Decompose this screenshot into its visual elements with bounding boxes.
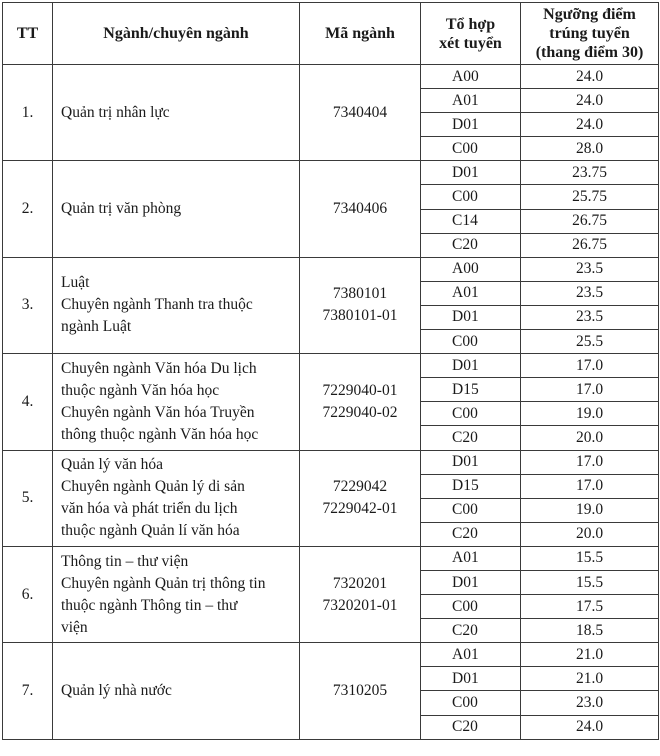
- major-name-line: Chuyên ngành Văn hóa Du lịch: [61, 359, 257, 377]
- major-name-line: viện: [61, 618, 88, 636]
- threshold-score: 23.0: [521, 691, 659, 715]
- subject-combo: C00: [421, 185, 521, 209]
- table-row: [3, 65, 659, 89]
- threshold-score: 19.0: [521, 402, 659, 426]
- threshold-score: 17.5: [521, 595, 659, 619]
- major-name: [53, 65, 300, 161]
- major-name-line: Chuyên ngành Quản trị thông tin: [61, 574, 266, 592]
- table-row: [3, 450, 659, 474]
- subject-combo: C20: [421, 233, 521, 257]
- subject-combo: D01: [421, 450, 521, 474]
- threshold-score: 18.5: [521, 619, 659, 643]
- threshold-score: 23.5: [521, 257, 659, 281]
- major-code-line: 7229042-01: [322, 500, 398, 518]
- major-code: [300, 546, 421, 642]
- major-code-line: 7320201-01: [322, 596, 398, 614]
- threshold-score: 24.0: [521, 65, 659, 89]
- major-code: [300, 161, 421, 257]
- header-code: Mã ngành: [300, 3, 421, 65]
- header-tt: TT: [3, 3, 53, 65]
- major-name-line: Quản trị nhân lực: [61, 103, 170, 121]
- subject-combo: C00: [421, 402, 521, 426]
- row-number: 3.: [3, 257, 53, 353]
- major-name: [53, 546, 300, 642]
- major-name: [53, 257, 300, 353]
- row-number: 2.: [3, 161, 53, 257]
- major-name-line: Chuyên ngành Văn hóa Truyền: [61, 403, 255, 421]
- subject-combo: C20: [421, 426, 521, 450]
- threshold-score: 23.5: [521, 305, 659, 329]
- subject-combo: D01: [421, 305, 521, 329]
- subject-combo: C00: [421, 691, 521, 715]
- threshold-score: 17.0: [521, 378, 659, 402]
- major-name-line: Thông tin – thư viện: [61, 552, 189, 570]
- major-code-line: 7340404: [332, 103, 388, 121]
- major-name-line: thông thuộc ngành Văn hóa học: [61, 425, 259, 443]
- threshold-score: 26.75: [521, 233, 659, 257]
- row-number: 5.: [3, 450, 53, 546]
- threshold-score: 17.0: [521, 450, 659, 474]
- threshold-score: 21.0: [521, 667, 659, 691]
- threshold-score: 17.0: [521, 354, 659, 378]
- major-name-line: Chuyên ngành Quản lý di sản: [61, 478, 245, 496]
- threshold-score: 25.75: [521, 185, 659, 209]
- major-name-line: thuộc ngành Quản lí văn hóa: [61, 522, 240, 540]
- subject-combo: A00: [421, 65, 521, 89]
- threshold-score: 23.75: [521, 161, 659, 185]
- major-name-line: văn hóa và phát triển du lịch: [61, 500, 238, 518]
- threshold-score: 25.5: [521, 330, 659, 354]
- threshold-score: 17.0: [521, 474, 659, 498]
- subject-combo: C00: [421, 137, 521, 161]
- threshold-score: 28.0: [521, 137, 659, 161]
- threshold-score: 24.0: [521, 715, 659, 739]
- table-row: [3, 161, 659, 185]
- threshold-score: 15.5: [521, 570, 659, 594]
- major-code: [300, 65, 421, 161]
- threshold-score: 20.0: [521, 522, 659, 546]
- subject-combo: D15: [421, 378, 521, 402]
- major-code-line: 7229040-01: [322, 381, 398, 399]
- major-name-line: Chuyên ngành Thanh tra thuộc: [61, 296, 253, 314]
- subject-combo: C14: [421, 209, 521, 233]
- major-name: [53, 450, 300, 546]
- major-name: [53, 354, 300, 450]
- major-name-line: ngành Luật: [61, 318, 132, 336]
- row-number: 6.: [3, 546, 53, 642]
- major-code-line: 7229042: [332, 478, 388, 496]
- major-name: [53, 161, 300, 257]
- table-row: [3, 354, 659, 378]
- major-name-line: Quản lý nhà nước: [61, 681, 172, 699]
- header-row: [3, 3, 659, 65]
- subject-combo: A01: [421, 643, 521, 667]
- major-name: [53, 643, 300, 739]
- major-code: [300, 257, 421, 353]
- subject-combo: A01: [421, 546, 521, 570]
- threshold-score: 19.0: [521, 498, 659, 522]
- row-number: 1.: [3, 65, 53, 161]
- subject-combo: D01: [421, 570, 521, 594]
- subject-combo: A01: [421, 89, 521, 113]
- major-code-line: 7229040-02: [322, 403, 398, 421]
- header-score: Ngưỡng điểm trúng tuyển (thang điểm 30): [521, 3, 659, 65]
- major-name-line: thuộc ngành Thông tin – thư: [61, 596, 238, 614]
- major-name-line: Luật: [61, 274, 90, 292]
- header-major: Ngành/chuyên ngành: [53, 3, 300, 65]
- subject-combo: A00: [421, 257, 521, 281]
- threshold-score: 23.5: [521, 281, 659, 305]
- major-code: [300, 643, 421, 739]
- major-code-line: 7380101: [332, 285, 388, 303]
- major-name-line: Quản trị văn phòng: [61, 200, 182, 218]
- subject-combo: C00: [421, 498, 521, 522]
- subject-combo: C00: [421, 595, 521, 619]
- subject-combo: C00: [421, 330, 521, 354]
- major-name-line: thuộc ngành Văn hóa học: [61, 381, 220, 399]
- major-code: [300, 450, 421, 546]
- admission-scores-table: [2, 2, 659, 740]
- header-combo: Tổ hợp xét tuyển: [421, 3, 521, 65]
- major-code-line: 7380101-01: [322, 307, 398, 325]
- subject-combo: D01: [421, 354, 521, 378]
- table-row: [3, 257, 659, 281]
- threshold-score: 24.0: [521, 113, 659, 137]
- threshold-score: 26.75: [521, 209, 659, 233]
- subject-combo: D15: [421, 474, 521, 498]
- row-number: 7.: [3, 643, 53, 739]
- major-code-line: 7340406: [332, 200, 388, 218]
- threshold-score: 24.0: [521, 89, 659, 113]
- threshold-score: 20.0: [521, 426, 659, 450]
- subject-combo: A01: [421, 281, 521, 305]
- threshold-score: 15.5: [521, 546, 659, 570]
- subject-combo: C20: [421, 715, 521, 739]
- major-code: [300, 354, 421, 450]
- table-row: [3, 643, 659, 667]
- table-row: [3, 546, 659, 570]
- major-code-line: 7320201: [332, 574, 388, 592]
- subject-combo: C20: [421, 522, 521, 546]
- subject-combo: D01: [421, 161, 521, 185]
- subject-combo: D01: [421, 113, 521, 137]
- row-number: 4.: [3, 354, 53, 450]
- subject-combo: D01: [421, 667, 521, 691]
- subject-combo: C20: [421, 619, 521, 643]
- threshold-score: 21.0: [521, 643, 659, 667]
- major-name-line: Quản lý văn hóa: [61, 456, 164, 474]
- major-code-line: 7310205: [332, 681, 388, 699]
